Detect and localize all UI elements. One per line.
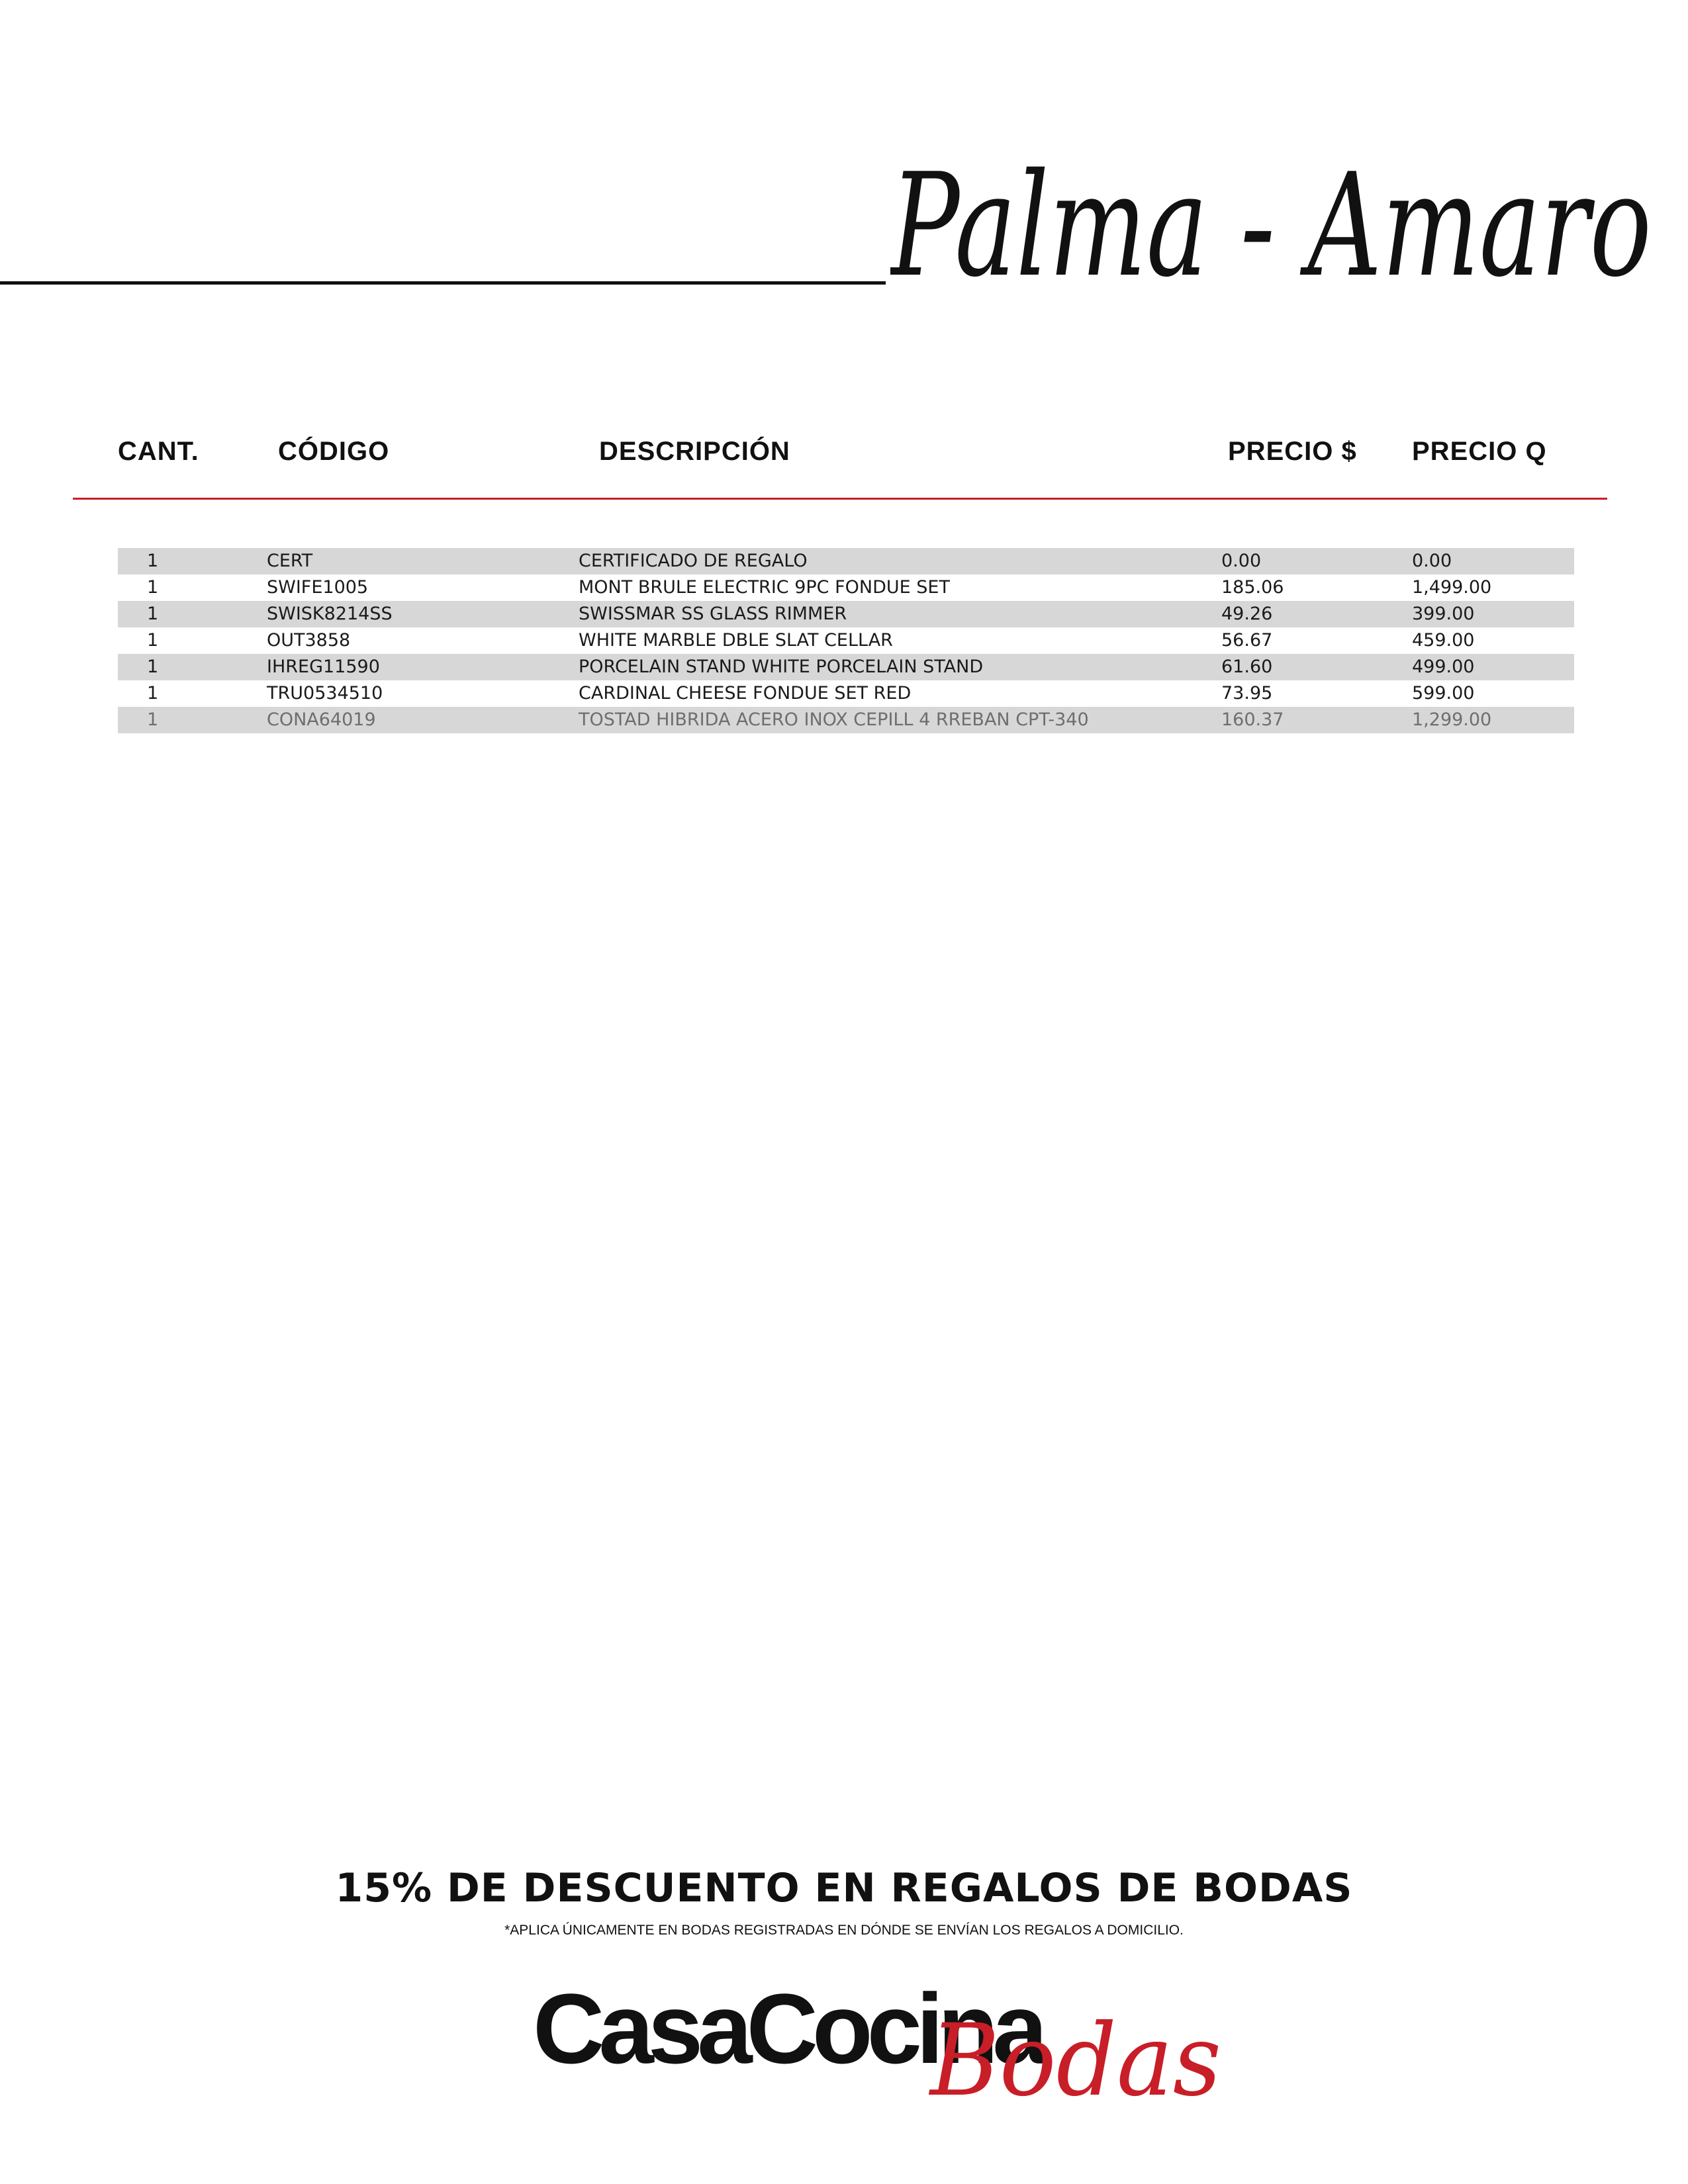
cell-code: SWISK8214SS bbox=[267, 604, 393, 624]
cell-description: PORCELAIN STAND WHITE PORCELAIN STAND bbox=[579, 657, 984, 677]
promo-heading: 15% DE DESCUENTO EN REGALOS DE BODAS bbox=[335, 1865, 1353, 1911]
promo-note: *APLICA ÚNICAMENTE EN BODAS REGISTRADAS EN DÓNDE SE ENVÍAN LOS REGALOS A DOMICILIO. bbox=[504, 1923, 1184, 1938]
cell-code: CONA64019 bbox=[267, 709, 376, 730]
couple-name-text: Palma - Amaro bbox=[890, 142, 1652, 308]
cell-price-gtq: 459.00 bbox=[1412, 630, 1475, 651]
cell-price-usd: 49.26 bbox=[1221, 604, 1273, 624]
cell-qty: 1 bbox=[147, 630, 159, 651]
column-header-code: CÓDIGO bbox=[278, 437, 390, 466]
cell-qty: 1 bbox=[147, 683, 159, 704]
couple-name bbox=[890, 136, 1658, 328]
column-header-description: DESCRIPCIÓN bbox=[599, 437, 790, 466]
cell-code: CERT bbox=[267, 551, 313, 571]
cell-description: WHITE MARBLE DBLE SLAT CELLAR bbox=[579, 630, 893, 651]
column-header-price-usd: PRECIO $ bbox=[1228, 437, 1357, 466]
cell-qty: 1 bbox=[147, 604, 159, 624]
cell-price-gtq: 399.00 bbox=[1412, 604, 1475, 624]
cell-code: OUT3858 bbox=[267, 630, 351, 651]
cell-code: IHREG11590 bbox=[267, 657, 380, 677]
brand-script-logo bbox=[917, 1969, 1235, 2128]
table-header bbox=[0, 437, 1688, 477]
brand-script-text: Bodas bbox=[928, 2003, 1221, 2118]
cell-price-usd: 185.06 bbox=[1221, 577, 1284, 598]
brand-wordmark: CasaCocina bbox=[533, 1973, 1042, 2084]
cell-qty: 1 bbox=[147, 657, 159, 677]
column-header-qty: CANT. bbox=[118, 437, 199, 466]
cell-price-gtq: 1,299.00 bbox=[1412, 709, 1492, 730]
cell-qty: 1 bbox=[147, 709, 159, 730]
cell-price-gtq: 0.00 bbox=[1412, 551, 1452, 571]
cell-price-usd: 73.95 bbox=[1221, 683, 1273, 704]
table-row bbox=[118, 680, 1574, 707]
cell-description: TOSTAD HIBRIDA ACERO INOX CEPILL 4 RREBAN CPT-340 bbox=[579, 709, 1089, 730]
cell-price-gtq: 1,499.00 bbox=[1412, 577, 1492, 598]
table-row bbox=[118, 601, 1574, 627]
table-row bbox=[118, 627, 1574, 654]
table-row bbox=[118, 707, 1574, 733]
cell-code: TRU0534510 bbox=[267, 683, 383, 704]
cell-price-gtq: 499.00 bbox=[1412, 657, 1475, 677]
header-divider bbox=[73, 498, 1607, 500]
table-row bbox=[118, 548, 1574, 574]
cell-price-usd: 0.00 bbox=[1221, 551, 1262, 571]
cell-qty: 1 bbox=[147, 551, 159, 571]
brand-logo bbox=[533, 1969, 1235, 2128]
cell-description: SWISSMAR SS GLASS RIMMER bbox=[579, 604, 847, 624]
title-rule bbox=[0, 281, 886, 285]
cell-description: CERTIFICADO DE REGALO bbox=[579, 551, 808, 571]
cell-description: MONT BRULE ELECTRIC 9PC FONDUE SET bbox=[579, 577, 950, 598]
table-row bbox=[118, 654, 1574, 680]
cell-price-usd: 56.67 bbox=[1221, 630, 1273, 651]
column-header-price-gtq: PRECIO Q bbox=[1412, 437, 1547, 466]
cell-code: SWIFE1005 bbox=[267, 577, 369, 598]
cell-description: CARDINAL CHEESE FONDUE SET RED bbox=[579, 683, 912, 704]
table-row bbox=[118, 574, 1574, 601]
cell-qty: 1 bbox=[147, 577, 159, 598]
cell-price-gtq: 599.00 bbox=[1412, 683, 1475, 704]
gift-table-body bbox=[118, 548, 1574, 733]
cell-price-usd: 61.60 bbox=[1221, 657, 1273, 677]
cell-price-usd: 160.37 bbox=[1221, 709, 1284, 730]
